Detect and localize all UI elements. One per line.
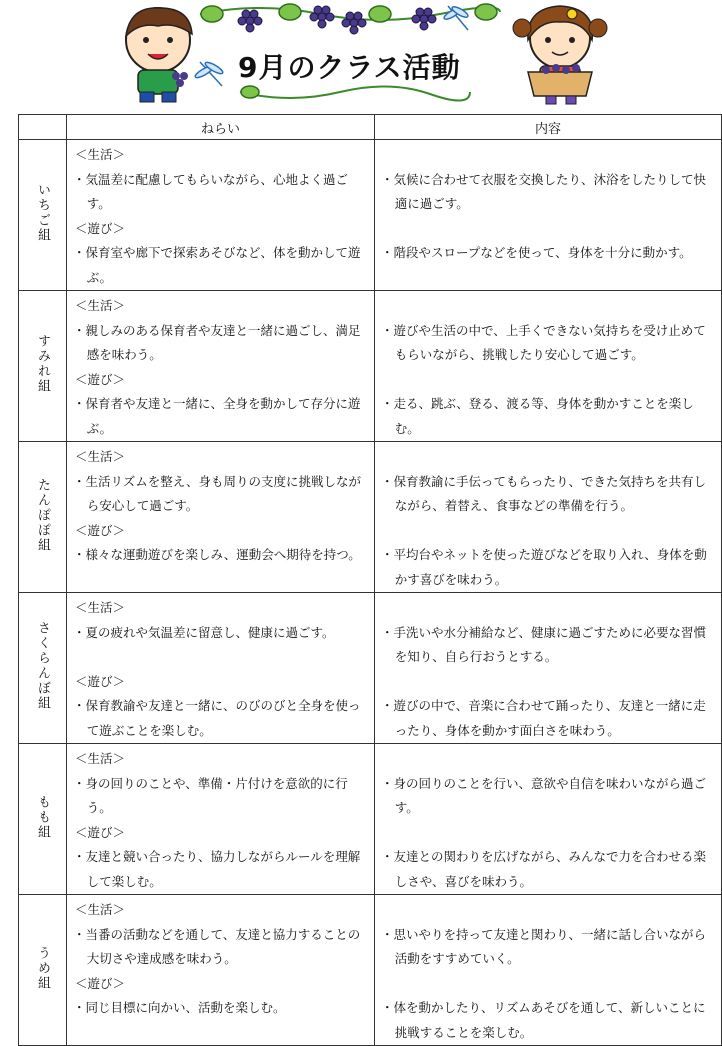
aim-life-text: ・気温差に配慮してもらいながら、心地よく過ごす。 <box>73 171 349 211</box>
group-name-cell <box>19 291 67 442</box>
play-label: ＜遊び＞ <box>75 522 126 538</box>
aim-play-text: ・様々な運動遊びを楽しみ、運動会へ期待を持つ。 <box>73 547 361 562</box>
group-name: いちご組 <box>35 183 50 243</box>
group-name-cell <box>19 442 67 593</box>
header-illustration <box>0 0 722 112</box>
life-label: ＜生活＞ <box>75 449 126 464</box>
aim-play-text: ・同じ目標に向かい、活動を楽しむ。 <box>73 1000 286 1015</box>
table-row <box>19 291 722 442</box>
content-cell <box>375 442 722 593</box>
play-label: ＜遊び＞ <box>75 673 126 689</box>
life-label: ＜生活＞ <box>75 147 126 162</box>
life-label: ＜生活＞ <box>75 298 126 313</box>
play-label: ＜遊び＞ <box>75 975 126 991</box>
aim-life-text: ・親しみのある保育者や友達と一緒に過ごし、満足感を味わう。 <box>73 322 361 362</box>
content-cell <box>375 593 722 744</box>
content-text-2: ・体を動かしたり、リズムあそびを通して、新しいことに挑戦することを楽しむ。 <box>381 1000 706 1040</box>
content-text-2: ・階段やスロープなどを使って、身体を十分に動かす。 <box>381 245 692 260</box>
group-name: さくらんぼ組 <box>35 621 50 711</box>
play-label: ＜遊び＞ <box>75 824 126 840</box>
header-aim: ねらい <box>67 115 375 140</box>
aim-cell <box>67 593 375 744</box>
aim-cell <box>67 744 375 895</box>
aim-play-text: ・友達と競い合ったり、協力しながらルールを理解して楽しむ。 <box>73 849 361 889</box>
content-text-2: ・遊びの中で、音楽に合わせて踊ったり、友達と一緒に走ったり、身体を動かす面白さを味わう。 <box>381 698 706 738</box>
table-row <box>19 442 722 593</box>
group-name: たんぽぽ組 <box>35 477 50 553</box>
header-blank <box>19 115 67 140</box>
table-row <box>19 140 722 291</box>
class-activity-table <box>18 114 722 1046</box>
group-name: もも組 <box>35 794 50 840</box>
aim-cell <box>67 895 375 1046</box>
header-content: 内容 <box>375 115 722 140</box>
aim-play-text: ・保育教諭や友達と一緒に、のびのびと全身を使って遊ぶことを楽しむ。 <box>73 698 361 738</box>
content-text-1: ・手洗いや水分補給など、健康に過ごすために必要な習慣を知り、自ら行おうとする。 <box>381 624 707 664</box>
content-text-2: ・友達との関わりを広げながら、みんなで力を合わせる楽しさや、喜びを味わう。 <box>381 849 707 889</box>
content-text-1: ・遊びや生活の中で、上手くできない気持ちを受け止めてもらいながら、挑戦したり安心して過ごす。 <box>381 322 706 362</box>
play-label: ＜遊び＞ <box>75 220 126 236</box>
aim-life-text: ・身の回りのことや、準備・片付けを意欲的に行う。 <box>73 775 348 815</box>
group-name: うめ組 <box>35 945 50 991</box>
play-label: ＜遊び＞ <box>75 371 126 387</box>
content-text-1: ・気候に合わせて衣服を交換したり、沐浴をしたりして快適に過ごす。 <box>381 171 707 211</box>
girl-with-grape-basket-icon <box>513 6 607 104</box>
group-name-cell <box>19 744 67 895</box>
page-title: 9月のクラス活動 <box>238 51 461 84</box>
group-name: すみれ組 <box>35 334 50 394</box>
group-name-cell <box>19 895 67 1046</box>
aim-life-text: ・夏の疲れや気温差に留意し、健康に過ごす。 <box>73 624 335 640</box>
table-header-row <box>19 115 722 140</box>
content-cell <box>375 895 722 1046</box>
aim-play-text: ・保育室や廊下で探索あそびなど、体を動かして遊ぶ。 <box>73 245 361 285</box>
content-cell <box>375 744 722 895</box>
life-label: ＜生活＞ <box>75 751 126 766</box>
aim-life-text: ・当番の活動などを通して、友達と協力することの大切さや達成感を味わう。 <box>73 926 361 966</box>
aim-cell <box>67 442 375 593</box>
content-text-1: ・保育教諭に手伝ってもらったり、できた気持ちを共有しながら、着替え、食事などの準備を行う。 <box>381 473 707 513</box>
aim-cell <box>67 140 375 291</box>
boy-with-grapes-icon <box>126 8 192 102</box>
aim-cell <box>67 291 375 442</box>
content-text-2: ・平均台やネットを使った遊びなどを取り入れ、身体を動かす喜びを味わう。 <box>381 547 707 587</box>
aim-life-text: ・生活リズムを整え、身も周りの支度に挑戦しながら安心して過ごす。 <box>73 473 362 513</box>
table-row <box>19 895 722 1046</box>
group-name-cell <box>19 140 67 291</box>
life-label: ＜生活＞ <box>75 902 126 917</box>
life-label: ＜生活＞ <box>75 600 126 615</box>
aim-play-text: ・保育者や友達と一緒に、全身を動かして存分に遊ぶ。 <box>73 396 361 436</box>
table-row <box>19 744 722 895</box>
group-name-cell <box>19 593 67 744</box>
table-row <box>19 593 722 744</box>
content-cell <box>375 291 722 442</box>
content-text-2: ・走る、跳ぶ、登る、渡る等、身体を動かすことを楽しむ。 <box>381 396 694 436</box>
content-cell <box>375 140 722 291</box>
content-text-1: ・思いやりを持って友達と関わり、一緒に話し合いながら活動をすすめていく。 <box>381 926 707 966</box>
content-text-1: ・身の回りのことを行い、意欲や自信を味わいながら過ごす。 <box>381 775 707 815</box>
